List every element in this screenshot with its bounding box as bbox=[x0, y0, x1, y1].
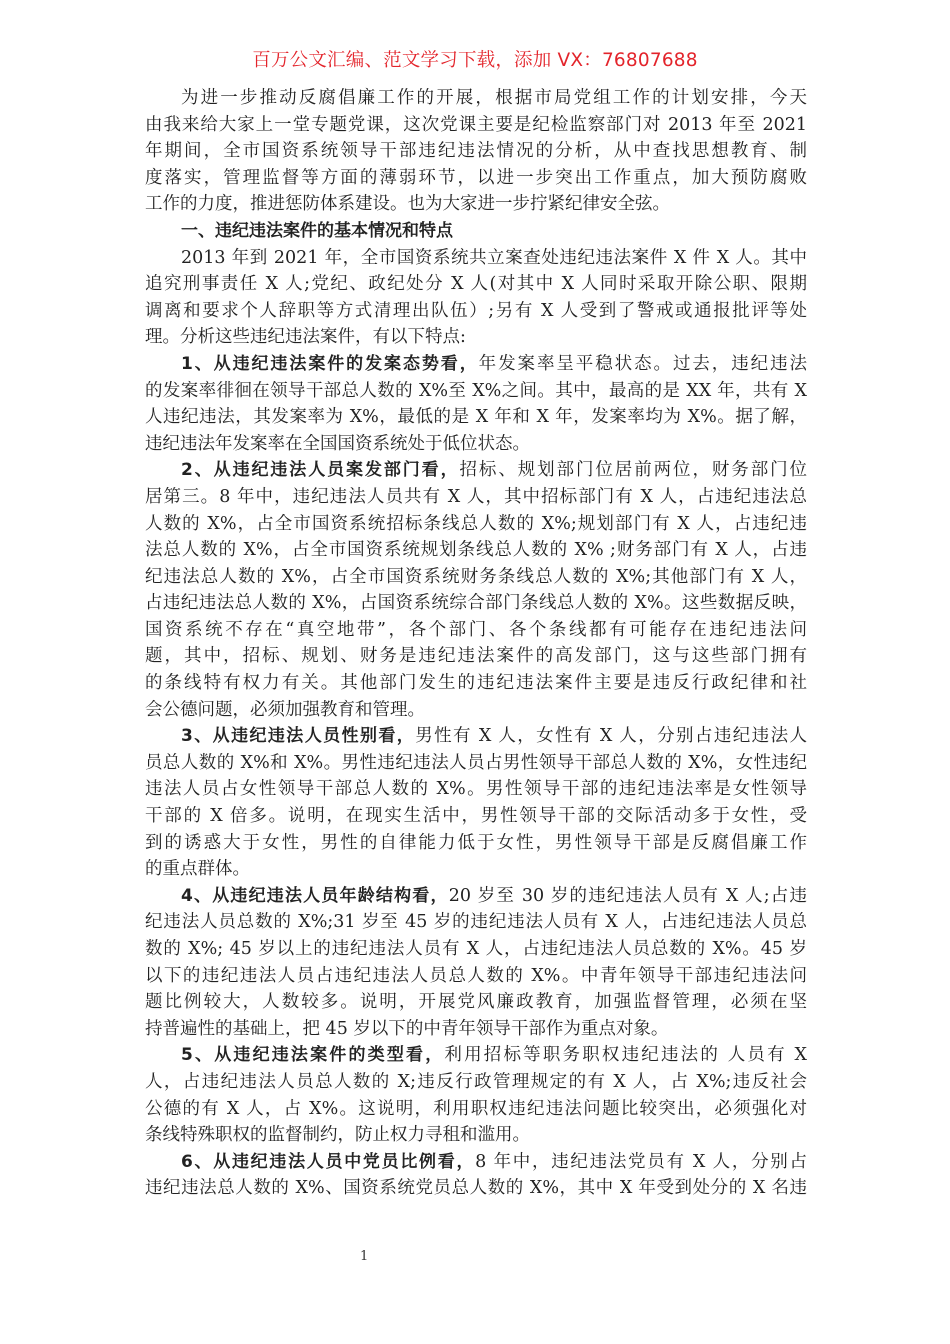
line-text: 题，其中，招标、规划、财务是违纪违法案件的高发部门，这与这些部门拥有 bbox=[145, 646, 807, 667]
paragraph-lead-bold: 3、从违纪违法人员性别看， bbox=[181, 726, 416, 747]
line bbox=[145, 298, 807, 325]
line bbox=[145, 643, 807, 670]
paragraph bbox=[145, 1149, 807, 1202]
line-text: 公德的有 X 人，占 X%。这说明，利用职权违纪违法问题比较突出，必须强化对 bbox=[145, 1098, 807, 1119]
line bbox=[145, 1122, 807, 1149]
line-text: 居第三。8 年中，违纪违法人员共有 X 人，其中招标部门有 X 人，占违纪违法总 bbox=[145, 486, 807, 507]
document-body bbox=[145, 85, 807, 1202]
line-text: 法总人数的 X%，占全市国资系统规划条线总人数的 X% ;财务部门有 X 人，占违 bbox=[145, 540, 807, 561]
line-text: 2013 年到 2021 年，全市国资系统共立案查处违纪违法案件 X 件 X 人。其中 bbox=[181, 247, 807, 268]
line bbox=[145, 617, 807, 644]
line-text: 以下的违纪违法人员占违纪违法人员总人数的 X%。中青年领导干部违纪违法问 bbox=[145, 965, 807, 986]
paragraph bbox=[145, 723, 807, 883]
line bbox=[145, 431, 807, 458]
line bbox=[145, 1149, 807, 1176]
line-text: 违纪违法年发案率在全国国资系统处于低位状态。 bbox=[145, 433, 530, 454]
line bbox=[145, 750, 807, 777]
paragraph bbox=[145, 85, 807, 218]
line bbox=[145, 989, 807, 1016]
line-text: 工作的力度，推进惩防体系建设。也为大家进一步拧紧纪律安全弦。 bbox=[145, 194, 670, 215]
line-text: 人，占违纪违法人员总人数的 X;违反行政管理规定的有 X 人，占 X%;违反社会 bbox=[145, 1071, 807, 1092]
line bbox=[145, 245, 807, 272]
line bbox=[145, 1069, 807, 1096]
line-text: 人数的 X%，占全市国资系统招标条线总人数的 X%;规划部门有 X 人，占违纪违 bbox=[145, 513, 807, 534]
line bbox=[145, 670, 807, 697]
line-text: 追究刑事责任 X 人;党纪、政纪处分 X 人(对其中 X 人同时采取开除公职、限期 bbox=[145, 274, 807, 295]
line-text: 违法人员占女性领导干部总人数的 X%。男性领导干部的违纪违法率是女性领导 bbox=[145, 779, 807, 800]
line-text: 男性有 X 人，女性有 X 人，分别占违纪违法人 bbox=[415, 726, 808, 747]
line bbox=[145, 590, 807, 617]
line bbox=[145, 85, 807, 112]
line bbox=[145, 404, 807, 431]
line-text: 年期间，全市国资系统领导干部违纪违法情况的分析，从中查找思想教育、制 bbox=[145, 141, 807, 162]
line-text: 占违纪违法总人数的 X%，占国资系统综合部门条线总人数的 X%。这些数据反映， bbox=[145, 593, 807, 614]
line bbox=[145, 537, 807, 564]
line bbox=[145, 457, 807, 484]
line-text: 到的诱惑大于女性，男性的自律能力低于女性，男性领导干部是反腐倡廉工作 bbox=[145, 832, 807, 853]
line bbox=[145, 883, 807, 910]
line-text: 干部的 X 倍多。说明，在现实生活中，男性领导干部的交际活动多于女性，受 bbox=[145, 806, 807, 827]
line-text: 招标、规划部门位居前两位，财务部门位 bbox=[459, 460, 808, 481]
paragraph-lead-bold: 1、从违纪违法案件的发案态势看， bbox=[181, 353, 479, 374]
line bbox=[145, 1096, 807, 1123]
line bbox=[145, 803, 807, 830]
line-text: 题比例较大，人数较多。说明，开展党风廉政教育，加强监督管理，必须在坚 bbox=[145, 992, 807, 1013]
line-text: 的发案率徘徊在领导干部总人数的 X%至 X%之间。其中，最高的是 XX 年，共有 X bbox=[145, 380, 807, 401]
line-text: 调离和要求个人辞职等方式清理出队伍）;另有 X 人受到了警戒或通报批评等处 bbox=[145, 300, 807, 321]
paragraph-lead-bold: 6、从违纪违法人员中党员比例看， bbox=[181, 1151, 476, 1172]
paragraph-lead-bold: 4、从违纪违法人员年龄结构看， bbox=[181, 885, 449, 906]
line bbox=[145, 1042, 807, 1069]
line-text: 由我来给大家上一堂专题党课，这次党课主要是纪检监察部门对 2013 年至 2021 bbox=[145, 114, 807, 135]
line bbox=[145, 856, 807, 883]
line bbox=[145, 165, 807, 192]
line bbox=[145, 351, 807, 378]
line-text: 持普遍性的基础上，把 45 岁以下的中青年领导干部作为重点对象。 bbox=[145, 1018, 669, 1039]
paragraph bbox=[145, 351, 807, 457]
line-text: 纪违法人员总数的 X%;31 岁至 45 岁的违纪违法人员有 X 人，占违纪违法人员总 bbox=[145, 912, 807, 933]
line bbox=[145, 909, 807, 936]
line bbox=[145, 963, 807, 990]
line-text: 为进一步推动反腐倡廉工作的开展，根据市局党组工作的计划安排，今天 bbox=[181, 88, 807, 108]
line bbox=[145, 191, 807, 218]
paragraph-lead-bold: 5、从违纪违法案件的类型看， bbox=[181, 1045, 445, 1066]
section-heading-paragraph bbox=[145, 218, 807, 245]
line-text: 8 年中，违纪违法党员有 X 人，分别占 bbox=[475, 1151, 808, 1172]
line bbox=[145, 112, 807, 139]
line-text: 的条线特有权力有关。其他部门发生的违纪违法案件主要是违反行政纪律和社 bbox=[145, 673, 807, 694]
line bbox=[145, 484, 807, 511]
line bbox=[145, 936, 807, 963]
paragraph bbox=[145, 1042, 807, 1148]
paragraph bbox=[145, 245, 807, 351]
line bbox=[145, 378, 807, 405]
line-text: 会公德问题，必须加强教育和管理。 bbox=[145, 699, 425, 720]
paragraph-lead-bold: 2、从违纪违法人员案发部门看， bbox=[181, 460, 460, 481]
section-heading: 一、违纪违法案件的基本情况和特点 bbox=[181, 220, 453, 241]
paragraph bbox=[145, 457, 807, 723]
line-text: 纪违法总人数的 X%，占全市国资系统财务条线总人数的 X%;其他部门有 X 人， bbox=[145, 566, 807, 587]
line-text: 度落实，管理监督等方面的薄弱环节，以进一步突出工作重点，加大预防腐败 bbox=[145, 167, 807, 188]
line bbox=[145, 1175, 807, 1202]
line bbox=[145, 324, 807, 351]
line-text: 员总人数的 X%和 X%。男性违纪违法人员占男性领导干部总人数的 X%，女性违纪 bbox=[145, 752, 807, 773]
line bbox=[145, 723, 807, 750]
line-text: 数的 X%; 45 岁以上的违纪违法人员有 X 人，占违纪违法人员总数的 X%。45 岁 bbox=[145, 939, 807, 959]
paragraph bbox=[145, 883, 807, 1043]
line bbox=[145, 511, 807, 538]
line-text: 人违纪违法，其发案率为 X%，最低的是 X 年和 X 年，发案率均为 X%。据了解， bbox=[145, 407, 807, 428]
line bbox=[145, 776, 807, 803]
line-text: 违纪违法总人数的 X%、国资系统党员总人数的 X%，其中 X 年受到处分的 X 名违 bbox=[145, 1178, 807, 1199]
watermark-banner: 百万公文汇编、范文学习下载，添加 VX：76807688 bbox=[252, 50, 698, 71]
line bbox=[145, 830, 807, 857]
line-text: 20 岁至 30 岁的违纪违法人员有 X 人;占违 bbox=[448, 885, 807, 906]
line bbox=[145, 271, 807, 298]
line-text: 理。分析这些违纪违法案件，有以下特点: bbox=[145, 327, 466, 348]
line bbox=[145, 138, 807, 165]
line-text: 的重点群体。 bbox=[145, 859, 250, 880]
line-text: 国资系统不存在“真空地带”，各个部门、各个条线都有可能存在违纪违法问 bbox=[145, 619, 807, 640]
line-text: 利用招标等职务职权违纪违法的 人员有 X bbox=[444, 1045, 808, 1066]
line bbox=[145, 697, 807, 724]
line bbox=[145, 218, 807, 245]
line-text: 年发案率呈平稳状态。过去，违纪违法 bbox=[478, 353, 808, 374]
line-text: 条线特殊职权的监督制约，防止权力寻租和滥用。 bbox=[145, 1125, 530, 1146]
page-number: 1 bbox=[360, 1249, 369, 1264]
line bbox=[145, 1016, 807, 1043]
line bbox=[145, 564, 807, 591]
